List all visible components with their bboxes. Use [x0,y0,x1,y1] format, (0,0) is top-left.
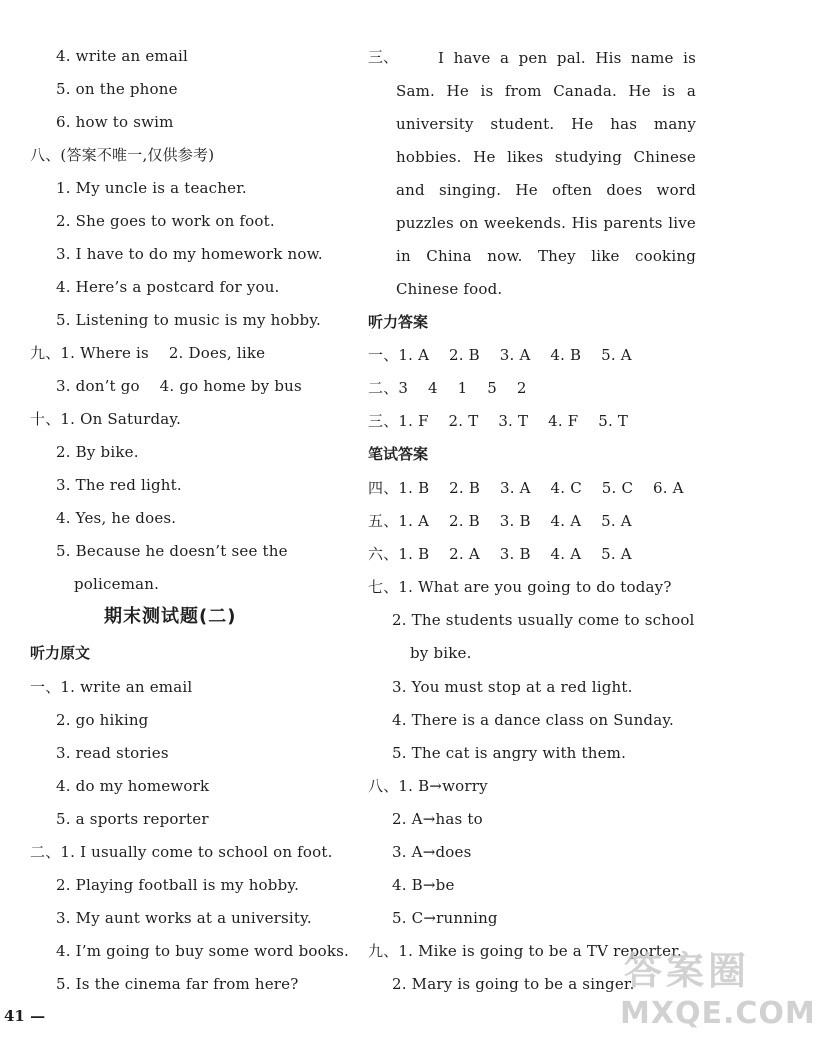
answer-line: 6. how to swim [56,113,174,131]
passage-paragraph: I have a pen pal. His name is Sam. He is from Canada. He is a university student. He has many hobbies. He likes studying Chinese and singing. He often does word puzzles on weekends. His parents live in China now. They like cooking Chinese food. [396,49,696,298]
answer-line: 5. Because he doesn’t see the [56,542,288,560]
answer-line: 4. Yes, he does. [56,509,177,527]
answer-line: 六、1. B 2. A 3. B 4. A 5. A [368,545,632,563]
answer-line: 1. My uncle is a teacher. [56,179,247,197]
answer-line: 5. The cat is angry with them. [392,744,627,762]
section-header: 十、1. On Saturday. [30,410,182,428]
answer-line: 2. By bike. [56,443,139,461]
section-header: 三、 [368,48,399,66]
page-title: 期末测试题(二) [104,606,237,627]
answer-line: 一、1. A 2. B 3. A 4. B 5. A [368,346,632,364]
answer-line: 2. She goes to work on foot. [56,212,275,230]
answer-line: 3. don’t go 4. go home by bus [56,377,302,395]
answer-line: 2. Playing football is my hobby. [56,876,300,894]
section-header: 九、1. Where is 2. Does, like [30,344,266,362]
answer-line: 2. go hiking [56,711,149,729]
answer-line: 4. B→be [392,876,455,894]
answer-line: 4. write an email [56,47,188,65]
answer-line: 5. C→running [392,909,498,927]
answer-line: 二、3 4 1 5 2 [368,379,527,397]
answer-line: 5. a sports reporter [56,810,209,828]
answer-line: by bike. [410,644,472,662]
answer-line: 2. Mary is going to be a singer. [392,975,635,993]
answer-line: 五、1. A 2. B 3. B 4. A 5. A [368,512,632,530]
answer-line: 4. Here’s a postcard for you. [56,278,280,296]
section-header: 九、1. Mike is going to be a TV reporter. [368,942,682,960]
answer-line: 3. read stories [56,744,169,762]
answer-line: 4. There is a dance class on Sunday. [392,711,675,729]
section-header: 八、(答案不唯一,仅供参考) [30,146,215,164]
answer-line: policeman. [74,575,160,593]
section-header: 七、1. What are you going to do today? [368,578,672,596]
section-header: 二、1. I usually come to school on foot. [30,843,333,861]
answer-line: 4. do my homework [56,777,210,795]
section-header: 八、1. B→worry [368,777,488,795]
answer-line: 5. Is the cinema far from here? [56,975,299,993]
answer-line: 4. I’m going to buy some word books. [56,942,349,960]
watermark-text: 答案圈 [624,949,751,993]
answer-line: 5. on the phone [56,80,178,98]
answer-line: 3. A→does [392,843,472,861]
answer-line: 3. My aunt works at a university. [56,909,312,927]
section-header: 一、1. write an email [30,678,193,696]
answer-line: 3. You must stop at a red light. [392,678,633,696]
answer-line: 5. Listening to music is my hobby. [56,311,321,329]
page-number: 41 — [4,1007,46,1025]
section-heading: 听力答案 [368,313,429,331]
answer-line: 3. The red light. [56,476,182,494]
section-heading: 听力原文 [30,644,91,662]
answer-line: 三、1. F 2. T 3. T 4. F 5. T [368,412,629,430]
answer-line: 四、1. B 2. B 3. A 4. C 5. C 6. A [368,479,684,497]
watermark-url: MXQE.COM [620,996,816,1031]
watermark-logo [610,936,816,1036]
section-heading: 笔试答案 [368,445,429,463]
answer-line: 2. A→has to [392,810,483,828]
answer-line: 2. The students usually come to school [392,611,695,629]
answer-line: 3. I have to do my homework now. [56,245,323,263]
